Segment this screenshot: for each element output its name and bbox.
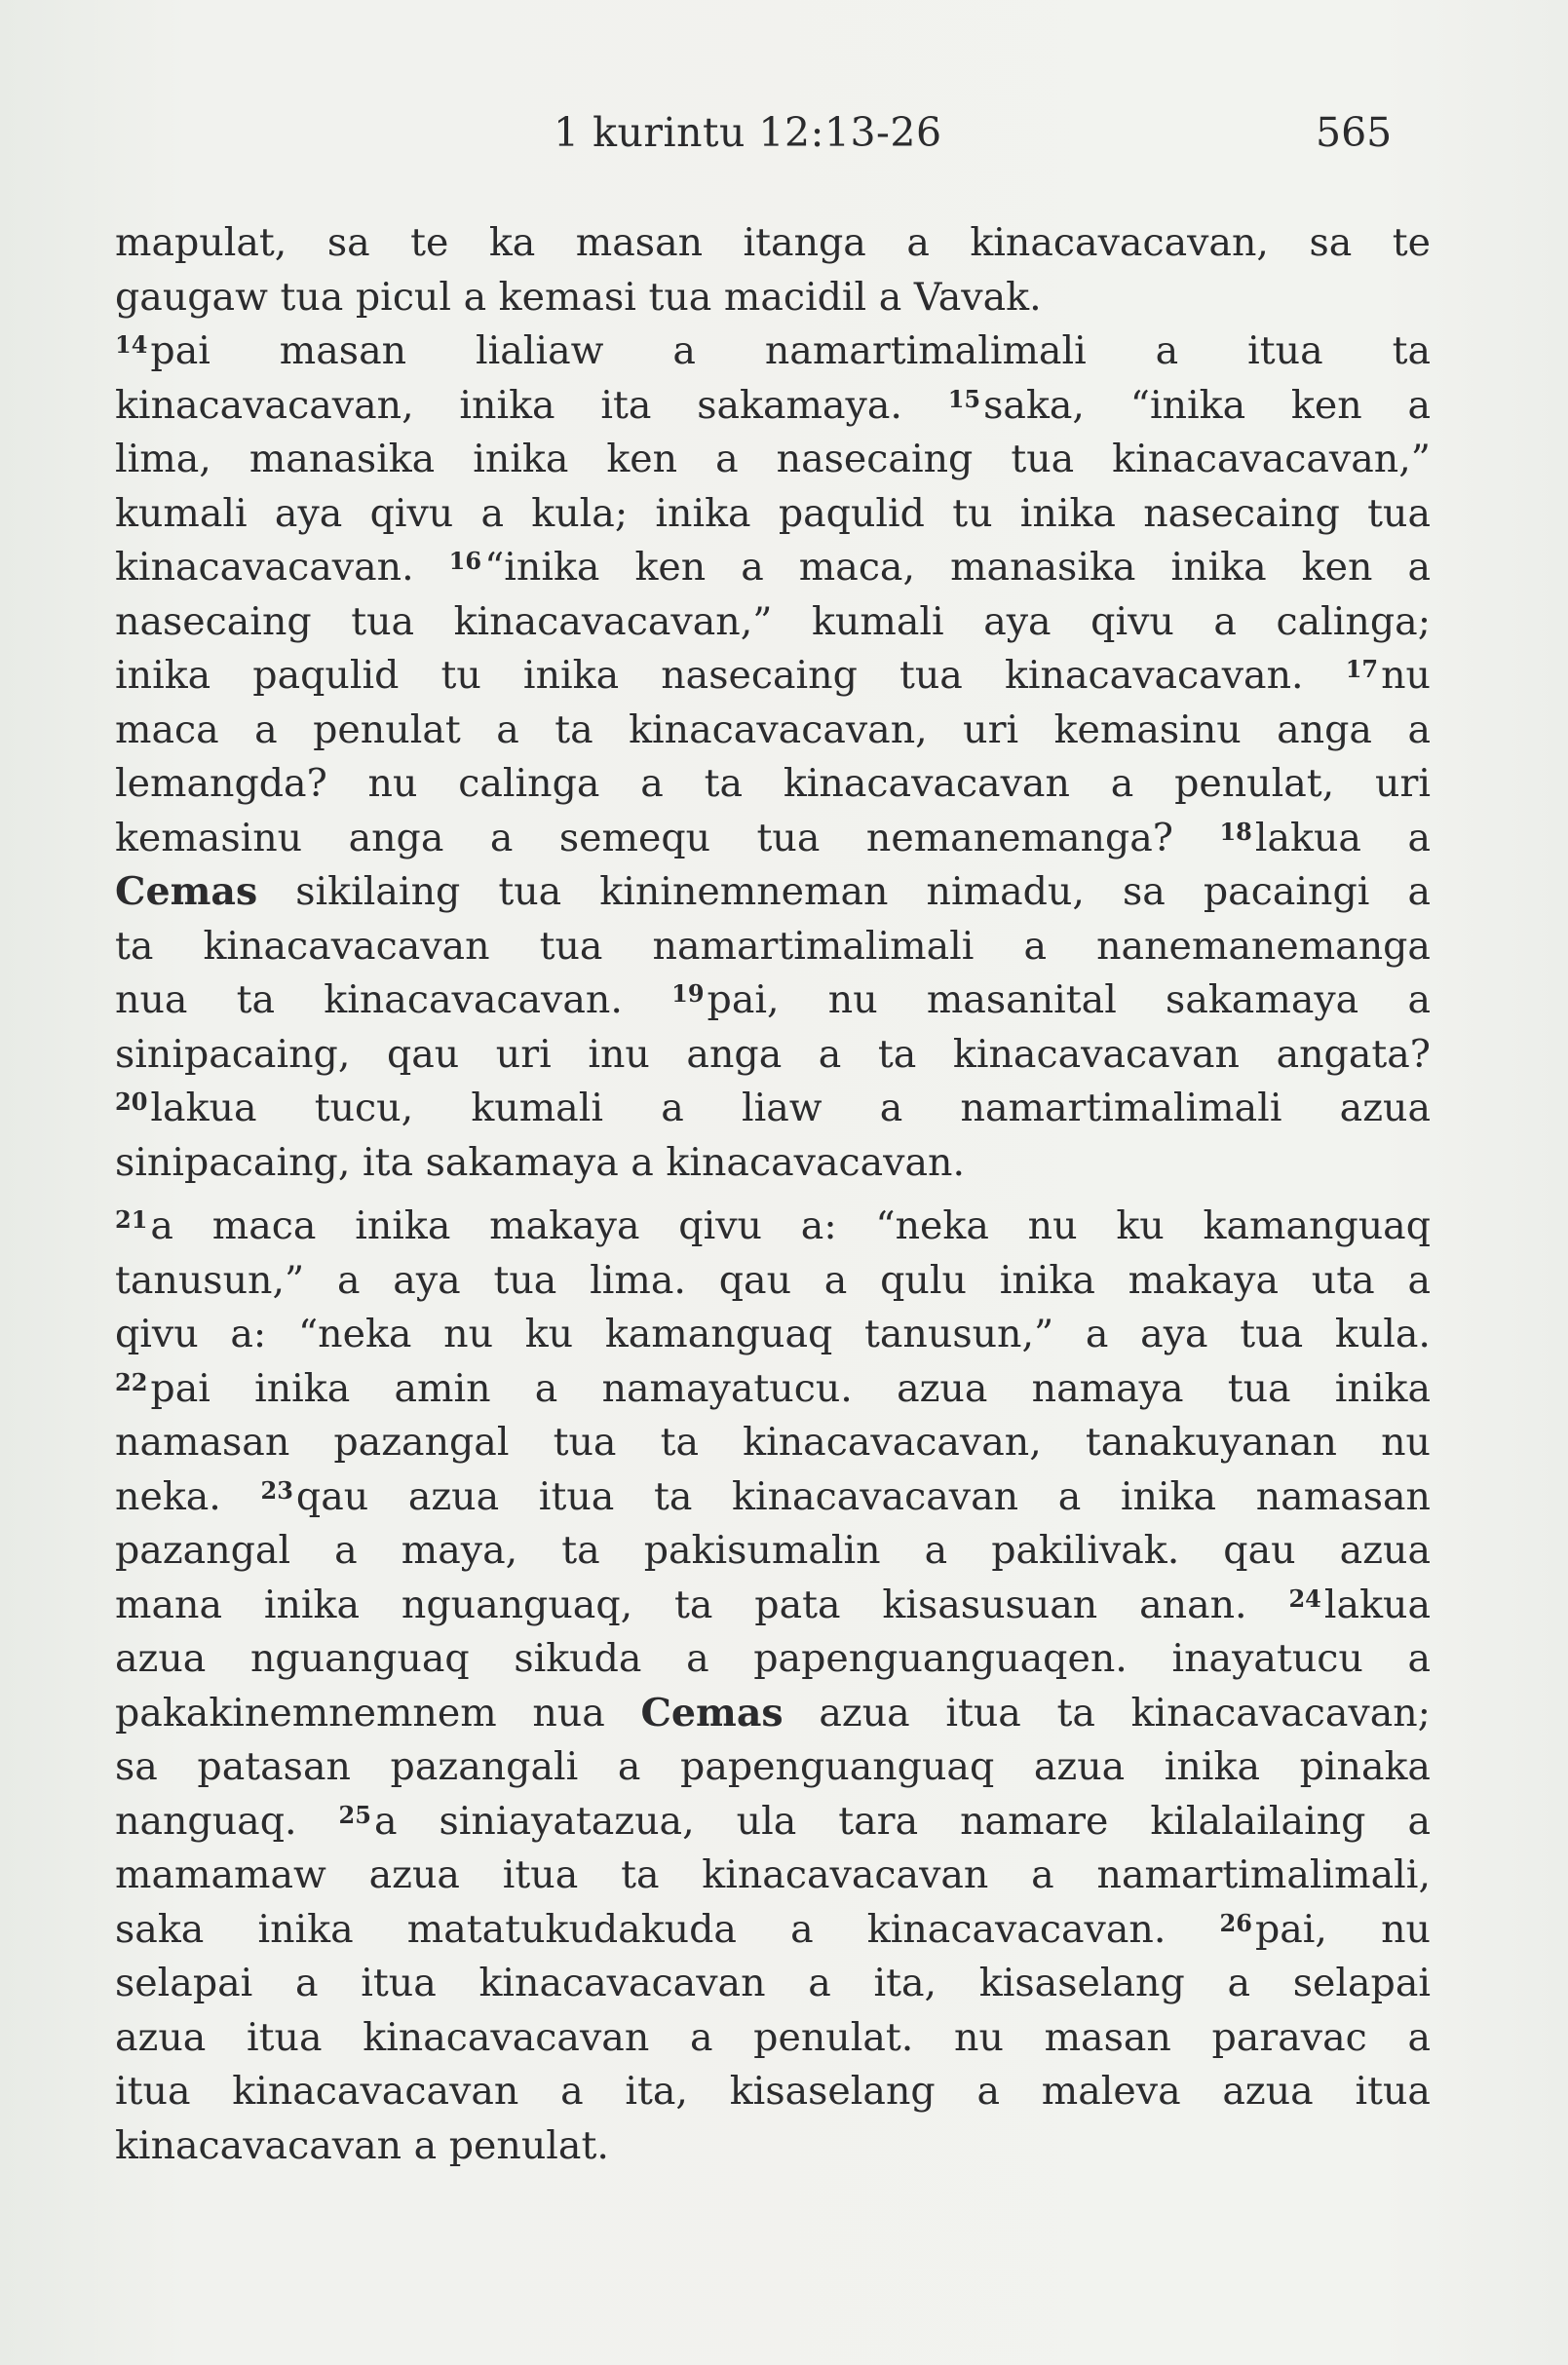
verse-number: 19: [671, 979, 705, 1008]
text-line: [115, 1416, 1431, 1470]
verse-number: 20: [115, 1087, 148, 1116]
line-text: lakua: [1323, 1582, 1431, 1627]
text-line: [115, 1632, 1431, 1687]
line-text: sinipacaing, ita sakamaya a kinacavacavan.: [115, 1139, 966, 1185]
line-text: namasan pazangal tua ta kinacavacavan, tanakuyanan nu: [115, 1420, 1431, 1465]
page-number: 565: [1316, 109, 1393, 156]
text-line: [115, 1524, 1431, 1579]
verse-number: 14: [115, 330, 148, 359]
line-text: sa patasan pazangali a papenguanguaq azua inika pinaka: [115, 1744, 1431, 1789]
text-line: [115, 1362, 1431, 1417]
scripture-text: [115, 216, 1431, 2173]
line-text: mamamaw azua itua ta kinacavacavan a namartimalimali,: [115, 1852, 1431, 1897]
verse-number: 17: [1345, 655, 1379, 683]
line-text: tanusun,” a aya tua lima. qau a qulu inika makaya uta a: [115, 1257, 1431, 1303]
line-text: selapai a itua kinacavacavan a ita, kisaselang a selapai: [115, 1961, 1431, 2005]
line-text: mana inika nguanguaq, ta pata kisasusuan anan.: [115, 1582, 1289, 1627]
text-line: [115, 1957, 1431, 2011]
text-line: [115, 487, 1431, 542]
line-text: inika paqulid tu inika nasecaing tua kinacavacavan.: [115, 653, 1346, 698]
text-line: [115, 595, 1431, 650]
text-line: [115, 1200, 1431, 1254]
text-line: [115, 1082, 1431, 1136]
line-text: nasecaing tua kinacavacavan,” kumali aya qivu a calinga;: [115, 598, 1431, 644]
verse-number: 21: [115, 1205, 148, 1234]
chapter-reference: 1 kurintu 12:13-26: [554, 109, 942, 156]
line-text: kumali aya qivu a kula; inika paqulid tu inika nasecaing tua: [115, 490, 1431, 536]
line-text: nu: [1381, 653, 1431, 698]
line-text: nanguaq.: [115, 1798, 339, 1844]
text-line: [115, 812, 1431, 866]
line-text: a siniayatazua, ula tara namare kilalailaing a: [373, 1798, 1431, 1844]
line-text: pai masan lialiaw a namartimalimali a itua ta: [150, 328, 1431, 373]
line-text: neka.: [115, 1473, 261, 1519]
text-line: [115, 973, 1431, 1028]
verse-number: 26: [1219, 1908, 1252, 1937]
text-line: [115, 541, 1431, 595]
line-text: gaugaw tua picul a kemasi tua macidil a Vavak.: [115, 274, 1042, 320]
line-text: maca a penulat a ta kinacavacavan, uri kemasinu anga a: [115, 706, 1431, 752]
text-line: [115, 757, 1431, 812]
text-line: [115, 1687, 1431, 1741]
line-text: saka inika matatukudakuda a kinacavacavan.: [115, 1906, 1220, 1952]
verse-number: 24: [1288, 1583, 1321, 1613]
text-line: [115, 1028, 1431, 1083]
text-line: [115, 704, 1431, 758]
text-line: [115, 649, 1431, 704]
text-line: [115, 216, 1431, 271]
line-text: a maca inika makaya qivu a: “neka nu ku kamanguaq: [150, 1203, 1431, 1248]
text-line: [115, 1795, 1431, 1850]
line-text: kinacavacavan.: [115, 545, 449, 590]
line-text: pai, nu: [1254, 1906, 1431, 1952]
line-text: azua nguanguaq sikuda a papenguanguaqen. inayatucu a: [115, 1636, 1431, 1681]
text-line: [115, 2119, 1431, 2174]
line-text: pai inika amin a namayatucu. azua namaya tua inika: [150, 1365, 1431, 1411]
line-text: pai, nu masanital sakamaya a: [707, 977, 1431, 1022]
line-text: kinacavacavan, inika ita sakamaya.: [115, 382, 948, 428]
line-text: kinacavacavan a penulat.: [115, 2122, 609, 2168]
text-line: [115, 1254, 1431, 1309]
verse-number: 25: [338, 1800, 371, 1829]
line-text: pakakinemnemnem nua: [115, 1690, 641, 1736]
bold-name: Cemas: [115, 869, 258, 914]
line-text: azua itua kinacavacavan a penulat. nu masan paravac a: [115, 2014, 1431, 2060]
verse-number: 23: [260, 1475, 293, 1505]
text-line: [115, 920, 1431, 974]
verse-number: 15: [947, 384, 981, 413]
line-text: mapulat, sa te ka masan itanga a kinacavacavan, sa te: [115, 220, 1431, 265]
verse-number: 18: [1219, 817, 1252, 846]
line-text: saka, “inika ken a: [983, 382, 1431, 428]
text-line: [115, 1849, 1431, 1903]
text-line: [115, 2065, 1431, 2119]
verse-number: 22: [115, 1367, 148, 1396]
line-text: azua itua ta kinacavacavan;: [783, 1690, 1431, 1736]
line-text: qau azua itua ta kinacavacavan a inika namasan: [295, 1473, 1431, 1519]
line-text: kemasinu anga a semequ tua nemanemanga?: [115, 815, 1220, 860]
text-line: [115, 379, 1431, 434]
line-text: lakua a: [1254, 815, 1431, 860]
text-line: [115, 433, 1431, 487]
line-text: sikilaing tua kininemneman nimadu, sa pacaingi a: [257, 869, 1431, 914]
text-line: [115, 1136, 1431, 1191]
line-text: lemangda? nu calinga a ta kinacavacavan a penulat, uri: [115, 761, 1431, 806]
line-text: pazangal a maya, ta pakisumalin a pakilivak. qau azua: [115, 1528, 1431, 1573]
text-line: [115, 271, 1431, 325]
line-text: ta kinacavacavan tua namartimalimali a nanemanemanga: [115, 923, 1431, 969]
text-line: [115, 865, 1431, 920]
text-line: [115, 2011, 1431, 2066]
text-line: [115, 1740, 1431, 1795]
bold-name: Cemas: [640, 1690, 784, 1736]
text-line: [115, 1470, 1431, 1525]
running-head: [0, 109, 1568, 168]
verse-number: 16: [448, 547, 482, 575]
line-text: lakua tucu, kumali a liaw a namartimalimali azua: [150, 1086, 1431, 1130]
line-text: nua ta kinacavacavan.: [115, 977, 672, 1022]
text-line: [115, 1903, 1431, 1958]
line-text: lima, manasika inika ken a nasecaing tua kinacavacavan,”: [115, 437, 1431, 481]
text-line: [115, 1579, 1431, 1633]
line-text: sinipacaing, qau uri inu anga a ta kinacavacavan angata?: [115, 1031, 1431, 1077]
line-text: itua kinacavacavan a ita, kisaselang a maleva azua itua: [115, 2069, 1431, 2114]
line-text: qivu a: “neka nu ku kamanguaq tanusun,” a aya tua kula.: [115, 1312, 1431, 1356]
line-text: “inika ken a maca, manasika inika ken a: [484, 545, 1431, 590]
text-line: [115, 1308, 1431, 1362]
text-line: [115, 324, 1431, 379]
